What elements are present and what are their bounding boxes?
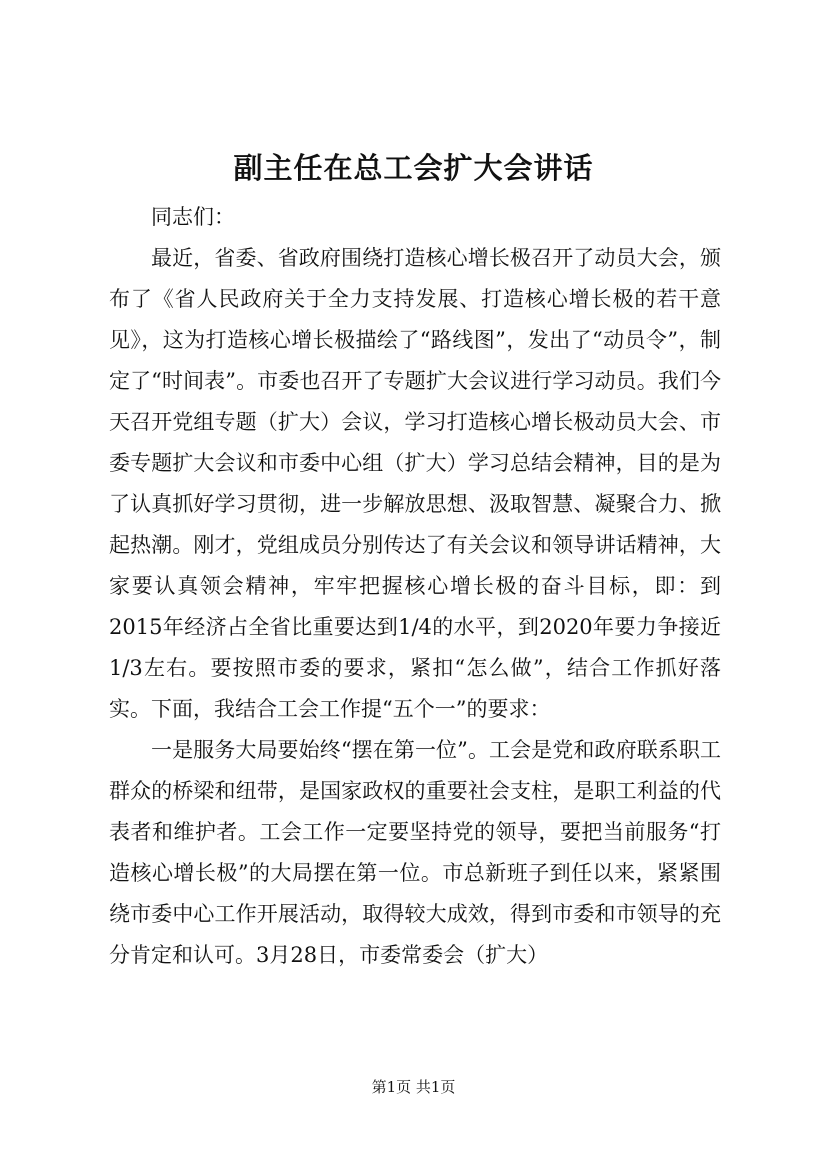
salutation: 同志们： bbox=[151, 205, 235, 229]
page-footer: 第1页 共1页 bbox=[371, 1078, 456, 1096]
body-paragraph: 最近，省委、省政府围绕打造核心增长极召开了动员大会，颁布了《省人民政府关于全力支持发展、打造核心增长极的若干意见》，这为打造核心增长极描绘了“路线图”，发出了“动员令”，制定了“时间表”。市委也召开了专题扩大会议进行学习动员。我们今天召开党组专题（扩大）会议，学习打造核心增长极动员大会、市委专题扩大会议和市委中心组（扩大）学习总结会精神，目的是为了认真抓好学习贯彻，进一步解放思想、汲取智慧、凝聚合力、掀起热潮。刚才，党组成员分别传达了有关会议和领导讲话精神，大家要认真领会精神，牢牢把握核心增长极的奋斗目标，即：到2015年经济占全省比重要达到1/4的水平，到2020年要力争接近1/3左右。要按照市委的要求，紧扣“怎么做”，结合工作抓好落实。下面，我结合工会工作提“五个一”的要求： bbox=[109, 246, 721, 721]
body-paragraph: 一是服务大局要始终“摆在第一位”。工会是党和政府联系职工群众的桥梁和纽带，是国家政权的重要社会支柱，是职工利益的代表者和维护者。工会工作一定要坚持党的领导，要把当前服务“打造核心增长极”的大局摆在第一位。市总新班子到任以来，紧紧围绕市委中心工作开展活动，取得较大成效，得到市委和市领导的充分肯定和认可。3月28日，市委常委会（扩大） bbox=[109, 738, 721, 967]
document-title: 副主任在总工会扩大会讲话 bbox=[233, 151, 594, 185]
document-body bbox=[109, 197, 721, 976]
